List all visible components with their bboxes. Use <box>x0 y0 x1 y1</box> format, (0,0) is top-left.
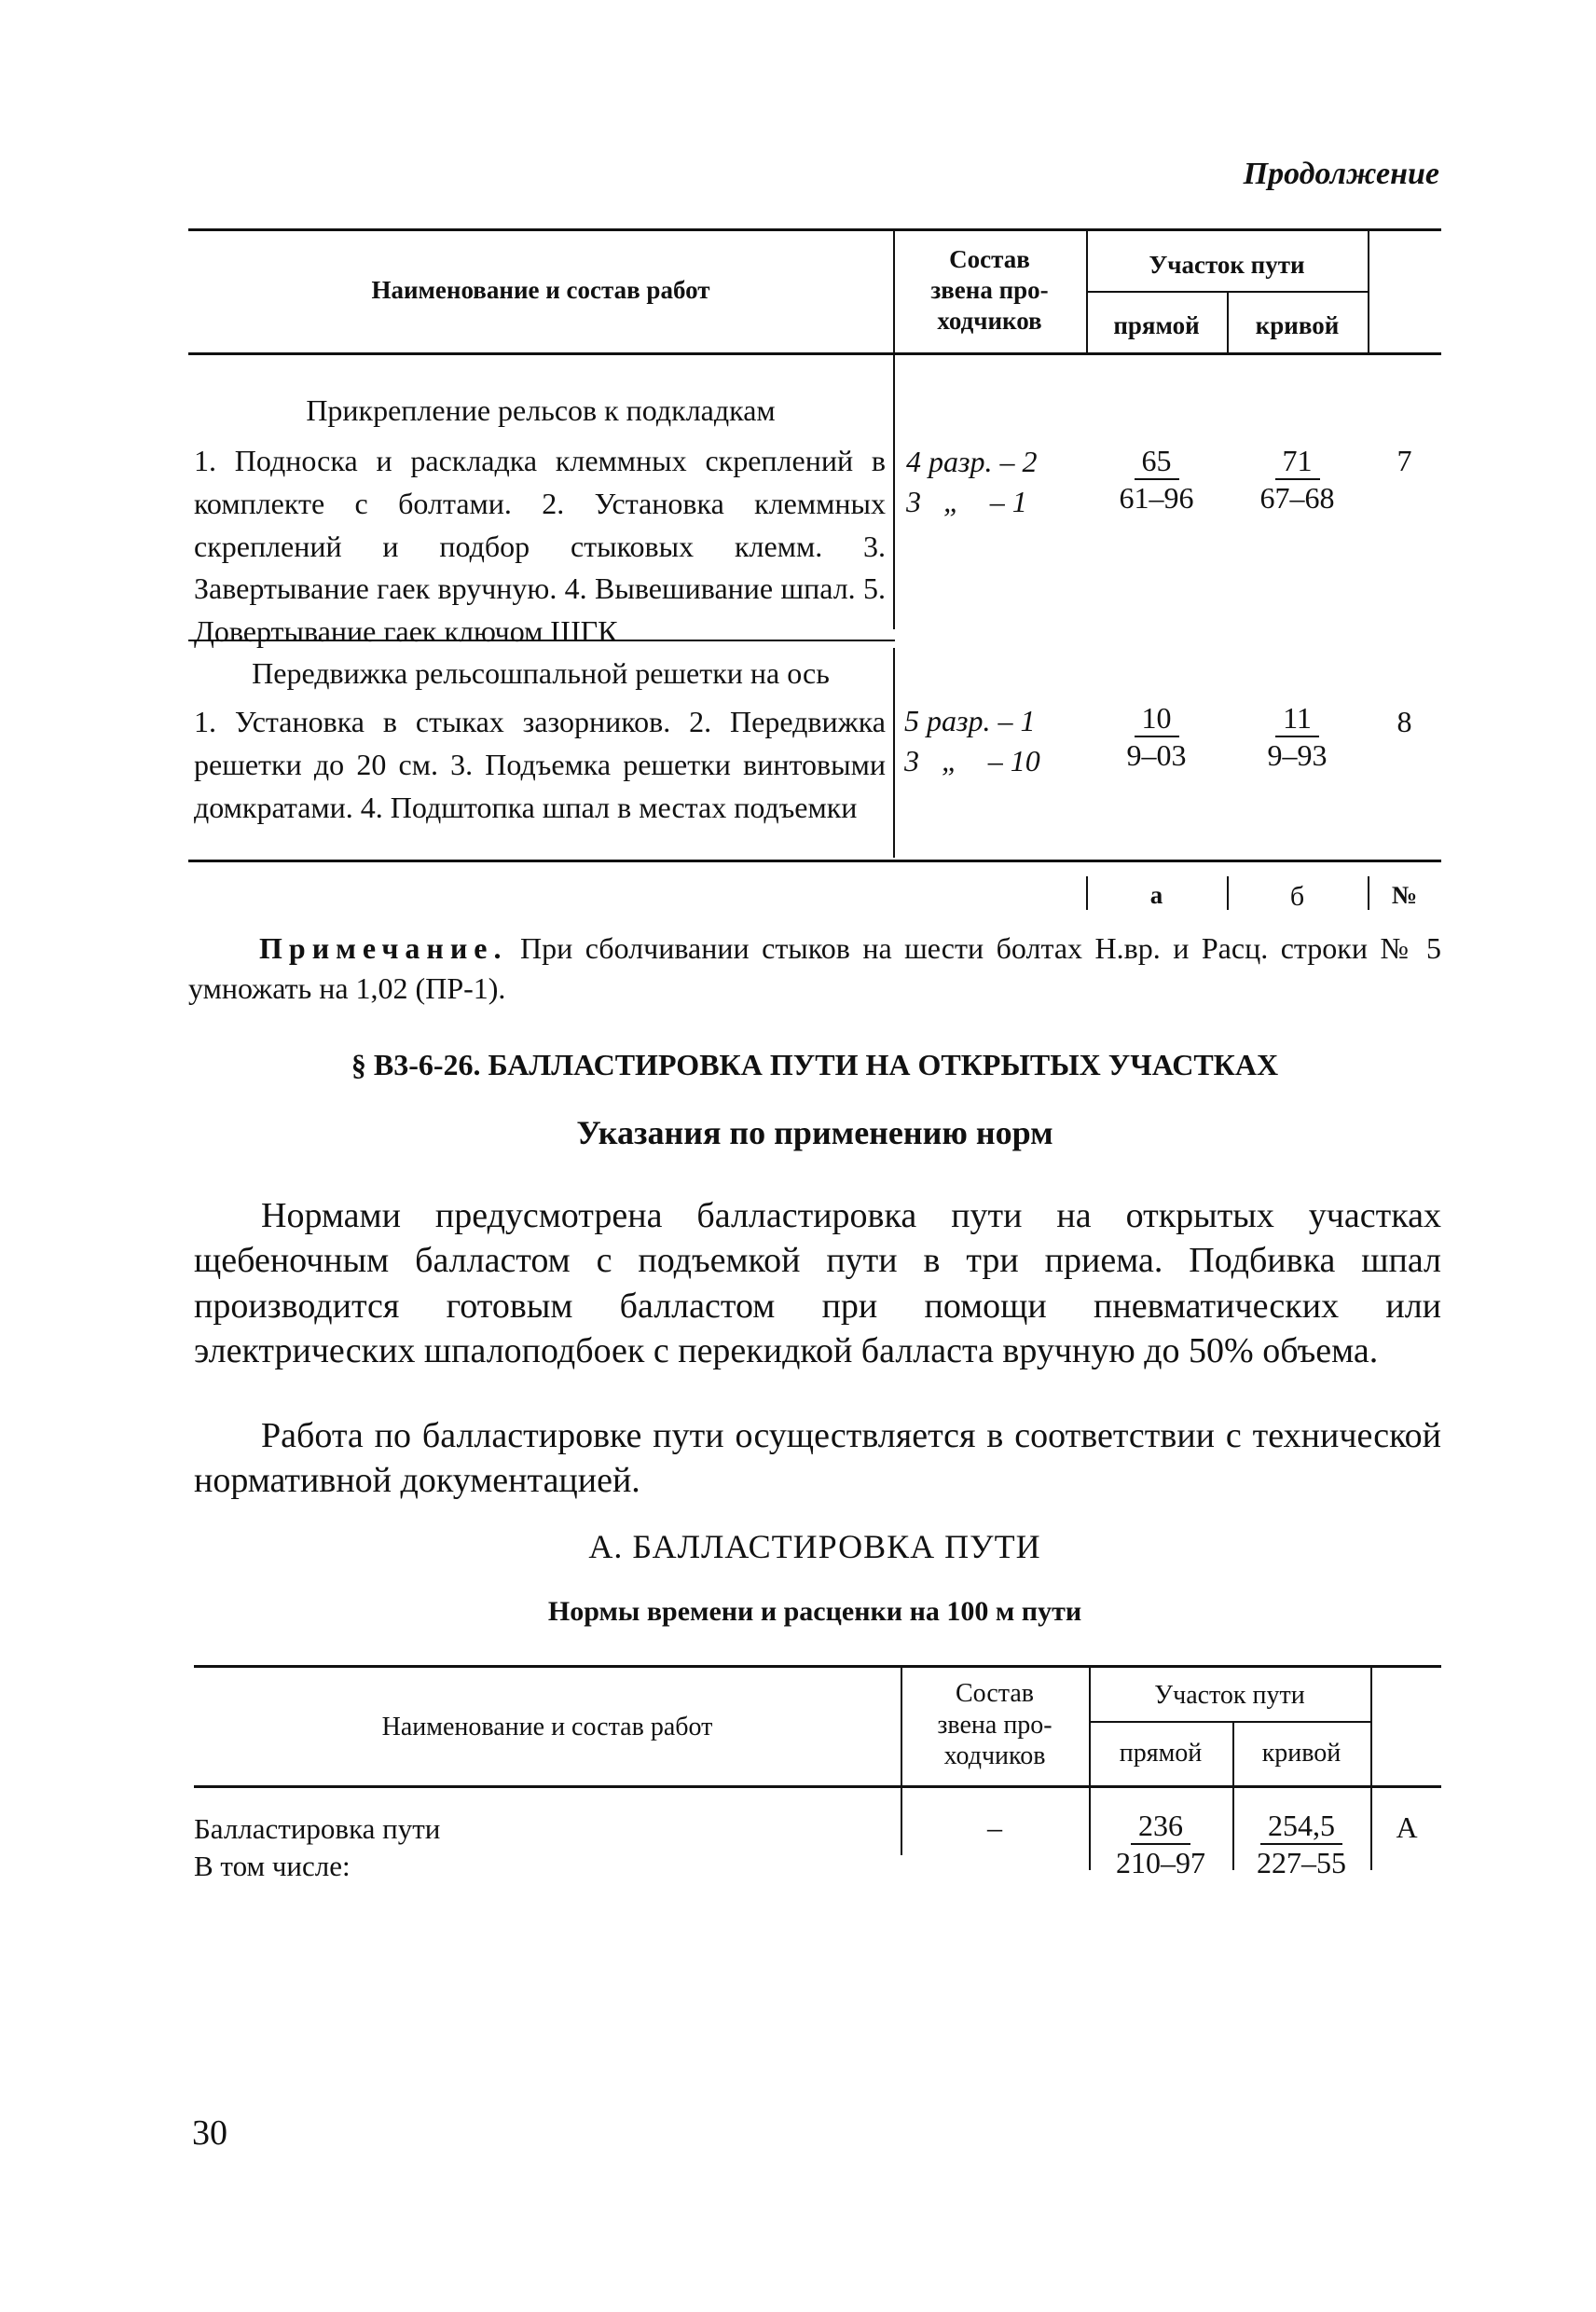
continuation-label: Продолжение <box>1243 157 1439 191</box>
table2-row-crew: – <box>987 1810 1002 1844</box>
table1-row1-description: 1. Подноска и раскладка клеммных скреплений в комплекте с болтами. 2. Установка клеммных скреплений и подбор стыковых клемм. 3. Завертывание гаек вручную. 4. Вывешивание шпал. 5. Довертывание гаек ключом ШГК <box>194 444 886 648</box>
note-text: При сболчивании стыков на шести болтах Н.вр. и Расц. строки № 5 умножать на 1,02 (ПР-1). <box>188 931 1442 1006</box>
table2-top-rule <box>194 1665 1441 1668</box>
table1-header-curved: кривой <box>1255 311 1340 339</box>
rate: 67–68 <box>1259 480 1335 515</box>
rate: 61–96 <box>1119 480 1194 515</box>
table1-row1-straight <box>1086 444 1227 516</box>
time-norm: 236 <box>1131 1809 1190 1845</box>
page-number: 30 <box>192 2113 227 2153</box>
table2-row-letter: А <box>1396 1810 1418 1844</box>
table1-row1-curved <box>1227 444 1368 516</box>
table2-header-name: Наименование и состав работ <box>381 1713 713 1741</box>
rate: 9–93 <box>1267 737 1328 772</box>
time-norm: 11 <box>1275 701 1319 737</box>
table1-row1-crew: 4 разр. – 2 3 „ – 1 <box>906 445 1038 519</box>
rate: 9–03 <box>1126 737 1187 772</box>
table2-header-curved: кривой <box>1261 1739 1341 1768</box>
table1-row2-straight <box>1086 701 1227 773</box>
section-subtitle: Указания по применению норм <box>576 1114 1053 1151</box>
time-norm: 254,5 <box>1260 1809 1342 1845</box>
table1-header-straight: прямой <box>1113 311 1200 339</box>
table2-header-crew: Состав звена про- ходчиков <box>937 1679 1053 1771</box>
table1-vline <box>893 354 895 629</box>
table1-row2-description: 1. Установка в стыках зазорников. 2. Передвижка решетки до 20 см. 3. Подъемка решетки винтовыми домкратами. 4. Подштопка шпал в местах подъемки <box>194 705 886 824</box>
table1-row2-number: 8 <box>1396 705 1412 738</box>
table2-vline <box>1370 1665 1372 1788</box>
time-norm: 65 <box>1135 444 1179 480</box>
table2-row-sub: В том числе: <box>194 1850 351 1883</box>
table1-footer-no: № <box>1391 881 1418 909</box>
table2-header-straight: прямой <box>1119 1739 1203 1768</box>
table-note <box>188 929 1441 1009</box>
paragraph-2: Работа по балластировке пути осуществляется в соответствии с технической нормативной документацией. <box>194 1416 1441 1501</box>
paragraph-1: Нормами предусмотрена балластировка пути на открытых участках щебеночным балластом с подъемкой пути в три приема. Подбивка шпал производится готовым балластом при помощи пневматических или электрических шпалоподбоек с перекидкой балласта вручную до 50% объема. <box>194 1196 1441 1370</box>
table1-vline <box>893 648 895 858</box>
rate: 227–55 <box>1257 1845 1346 1879</box>
table2-row-title: Балластировка пути <box>194 1812 441 1845</box>
table1-header-section: Участок пути <box>1149 251 1305 279</box>
table1-bottom-rule <box>188 860 1441 862</box>
table1-row1-title: Прикрепление рельсов к подкладкам <box>306 393 776 427</box>
table2-row-straight <box>1089 1809 1232 1880</box>
table2-header-rule <box>194 1785 1441 1788</box>
table1-header-crew: Состав звена про- ходчиков <box>930 245 1049 335</box>
norms-title: Нормы времени и расценки на 100 м пути <box>547 1596 1082 1627</box>
rate: 210–97 <box>1116 1845 1205 1879</box>
table2-row-title-block <box>194 1810 440 1886</box>
table1-header-rule <box>188 352 1441 355</box>
table1-header-name: Наименование и состав работ <box>371 276 710 304</box>
table1-subheader-rule <box>1086 291 1369 293</box>
table2-row-curved <box>1232 1809 1370 1880</box>
table2-subheader-rule <box>1089 1721 1372 1723</box>
time-norm: 10 <box>1135 701 1179 737</box>
table1-row2-title: Передвижка рельсошпальной решетки на ось <box>252 656 830 690</box>
table1-footer-a: а <box>1149 881 1163 909</box>
table1-row2-crew: 5 разр. – 1 3 „ – 10 <box>904 704 1040 778</box>
table1-top-rule <box>188 228 1441 231</box>
table1-row2-curved <box>1227 701 1368 773</box>
note-label: Примечание. <box>259 931 508 965</box>
table2-header-section: Участок пути <box>1154 1681 1305 1710</box>
part-title: А. БАЛЛАСТИРОВКА ПУТИ <box>588 1528 1041 1565</box>
table1-footer-b: б <box>1289 881 1305 912</box>
section-title: § В3-6-26. БАЛЛАСТИРОВКА ПУТИ НА ОТКРЫТЫХ УЧАСТКАХ <box>351 1048 1279 1081</box>
time-norm: 71 <box>1275 444 1320 480</box>
table1-row1-number: 7 <box>1396 444 1412 477</box>
